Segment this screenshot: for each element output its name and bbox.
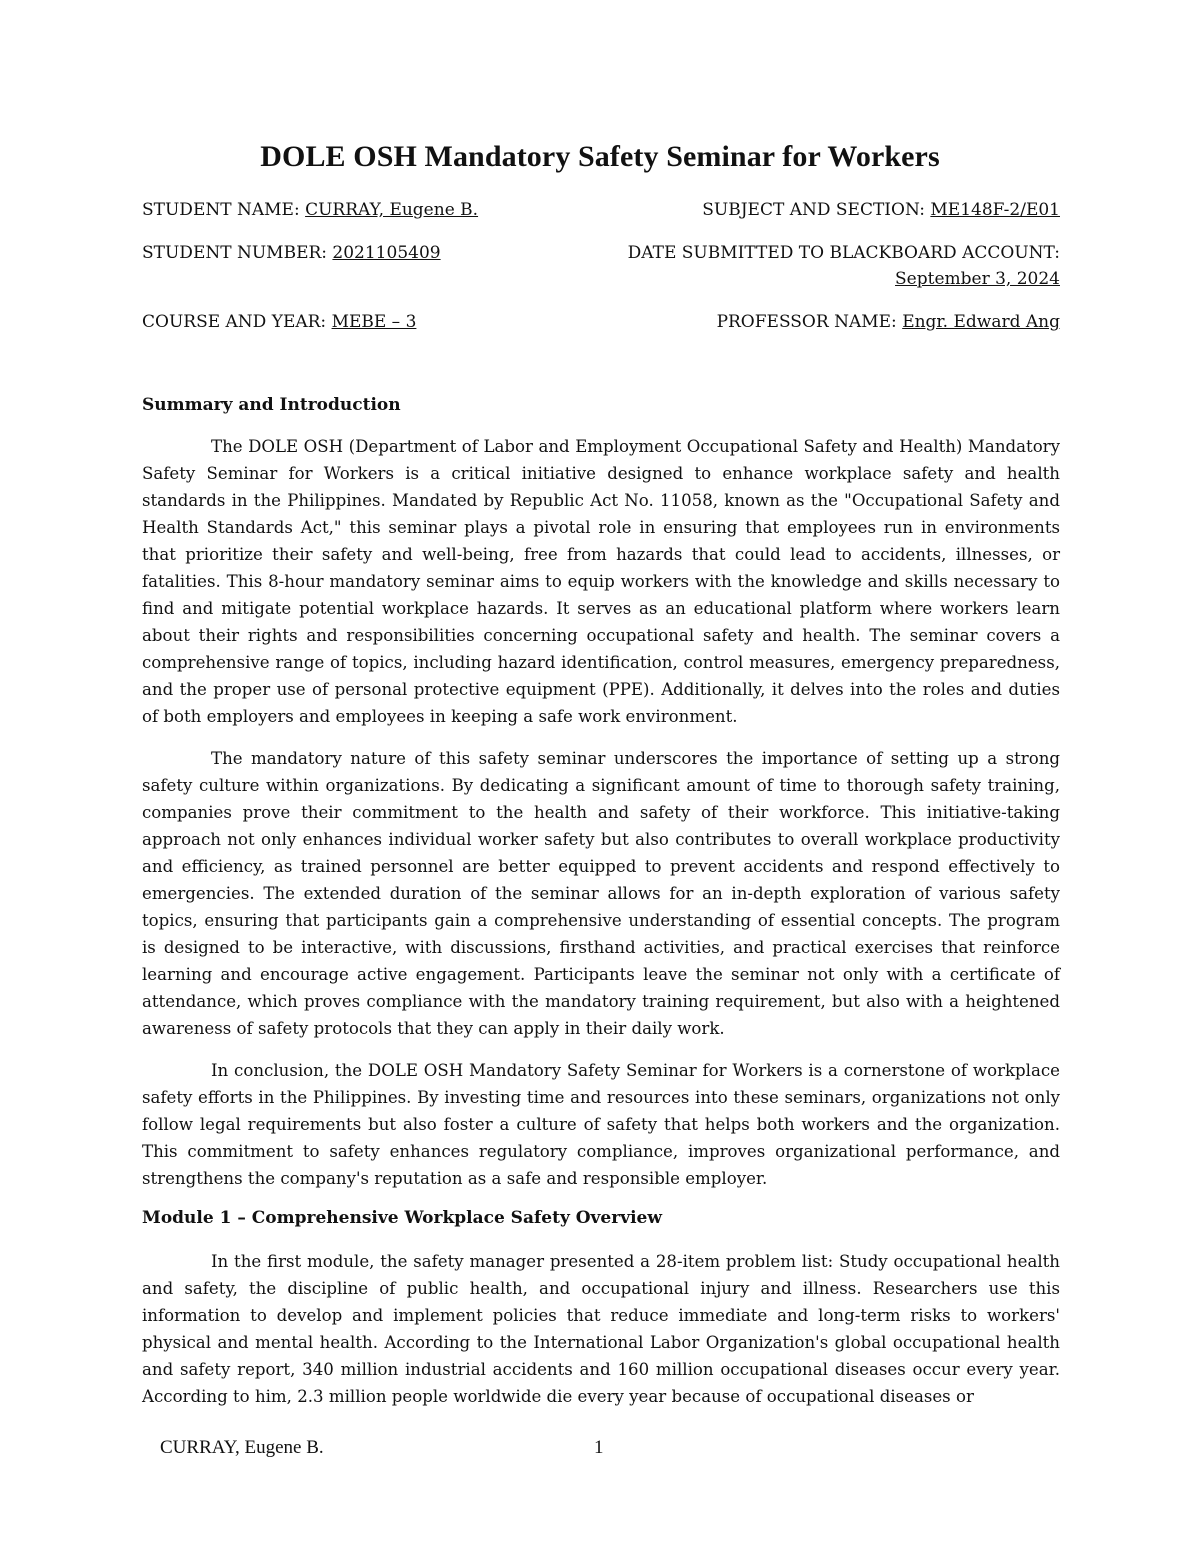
course-value: MEBE – 3: [331, 312, 417, 332]
professor-label: PROFESSOR NAME:: [716, 312, 903, 332]
course-field: [142, 309, 416, 335]
student-name-label: STUDENT NAME:: [142, 200, 306, 220]
summary-paragraph-2: The mandatory nature of this safety seminar underscores the importance of setting up a strong safety culture within organizations. By dedicating a significant amount of time to thorough safety training, companies prove their commitment to the health and safety of their workforce. This initiative-taking approach not only enhances individual worker safety but also contributes to overall workplace productivity and efficiency, as trained personnel are better equipped to prevent accidents and respond effectively to emergencies. The extended duration of the seminar allows for an in-depth exploration of various safety topics, ensuring that participants gain a comprehensive understanding of essential concepts. The program is designed to be interactive, with discussions, firsthand activities, and practical exercises that reinforce learning and encourage active engagement. Participants leave the seminar not only with a certificate of attendance, which proves compliance with the mandatory training requirement, but also with a heightened awareness of safety protocols that they can apply in their daily work.: [142, 749, 1060, 1038]
document-title: DOLE OSH Mandatory Safety Seminar for Workers: [260, 140, 940, 173]
subject-value: ME148F-2/E01: [930, 200, 1060, 220]
module1-paragraph-1: In the first module, the safety manager presented a 28-item problem list: Study occupational health and safety, the discipline of public health, and occupational injury and illness. Researchers use this information to develop and implement policies that reduce immediate and long-term risks to workers' physical and mental health. According to the International Labor Organization's global occupational health and safety report, 340 million industrial accidents and 160 million occupational diseases occur every year. According to him, 2.3 million people worldwide die every year because of occupational diseases or: [142, 1252, 1060, 1406]
student-number-field: [142, 240, 441, 266]
course-label: COURSE AND YEAR:: [142, 312, 332, 332]
date-submitted-field: [628, 240, 1060, 292]
summary-paragraph-3: In conclusion, the DOLE OSH Mandatory Safety Seminar for Workers is a cornerstone of workplace safety efforts in the Philippines. By investing time and resources into these seminars, organizations not only follow legal requirements but also foster a culture of safety that helps both workers and the organization. This commitment to safety enhances regulatory compliance, improves organizational performance, and strengthens the company's reputation as a safe and responsible employer.: [142, 1061, 1060, 1188]
module1-heading: Module 1 – Comprehensive Workplace Safety Overview: [142, 1208, 662, 1228]
summary-heading: Summary and Introduction: [142, 395, 401, 415]
professor-value: Engr. Edward Ang: [902, 312, 1060, 332]
student-name-field: [142, 197, 478, 223]
date-submitted-label: DATE SUBMITTED TO BLACKBOARD ACCOUNT:: [627, 243, 1060, 263]
footer-author: CURRAY, Eugene B.: [160, 1437, 324, 1458]
summary-body: [142, 433, 1060, 1192]
page-number: 1: [594, 1437, 604, 1458]
summary-paragraph-1: The DOLE OSH (Department of Labor and Employment Occupational Safety and Health) Mandatory Safety Seminar for Workers is a critical initiative designed to enhance workplace safety and health standards in the Philippines. Mandated by Republic Act No. 11058, known as the "Occupational Safety and Health Standards Act," this seminar plays a pivotal role in ensuring that employees run in environments that prioritize their safety and well-being, free from hazards that could lead to accidents, illnesses, or fatalities. This 8-hour mandatory seminar aims to equip workers with the knowledge and skills necessary to find and mitigate potential workplace hazards. It serves as an educational platform where workers learn about their rights and responsibilities concerning occupational safety and health. The seminar covers a comprehensive range of topics, including hazard identification, control measures, emergency preparedness, and the proper use of personal protective equipment (PPE). Additionally, it delves into the roles and duties of both employers and employees in keeping a safe work environment.: [142, 437, 1060, 726]
student-number-label: STUDENT NUMBER:: [142, 243, 333, 263]
subject-field: [702, 197, 1060, 223]
date-submitted-value: September 3, 2024: [895, 269, 1060, 289]
subject-label: SUBJECT AND SECTION:: [702, 200, 931, 220]
module1-body: [142, 1248, 1060, 1410]
student-number-value: 2021105409: [332, 243, 441, 263]
student-name-value: CURRAY, Eugene B.: [305, 200, 479, 220]
professor-field: [717, 309, 1060, 335]
